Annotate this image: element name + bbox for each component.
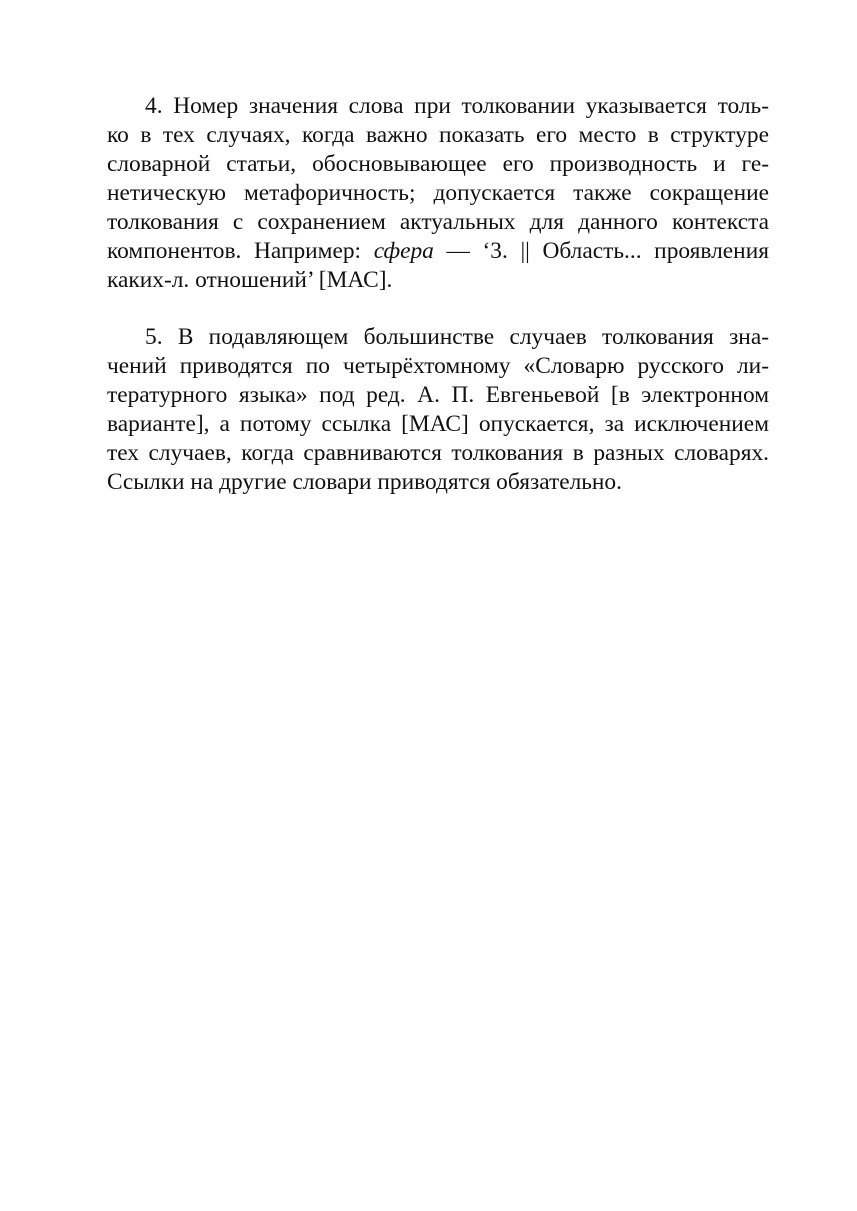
- paragraph-line: 5. В подавляющем большинстве случаев толкования зна-: [145, 324, 769, 350]
- line-text: — ‘3. || Область... проявления: [433, 238, 769, 264]
- example-word: сфера: [373, 238, 434, 264]
- document-page: [107, 92, 769, 497]
- paragraph-line: нетическую метафоричность; допускается также сокращение: [107, 180, 769, 206]
- paragraph-line: Ссылки на другие словари приводятся обязательно.: [107, 469, 622, 495]
- paragraph-line: каких-л. отношений’ [МАС].: [107, 267, 393, 293]
- paragraph-line: чений приводятся по четырёхтомному «Словарю русского ли-: [107, 353, 769, 379]
- paragraph-line: тех случаев, когда сравниваются толкования в разных словарях.: [107, 440, 769, 466]
- paragraph-line: варианте], а потому ссылка [МАС] опускается, за исключением: [107, 411, 769, 437]
- paragraph-line: тературного языка» под ред. А. П. Евгеньевой [в электронном: [107, 382, 769, 408]
- line-text: компонентов. Например:: [107, 238, 374, 264]
- paragraph-line: словарной статьи, обосновывающее его производность и ге-: [107, 151, 769, 177]
- paragraph-4: [107, 92, 769, 295]
- paragraph-line: ко в тех случаях, когда важно показать его место в структуре: [107, 122, 769, 148]
- paragraph-line: 4. Номер значения слова при толковании указывается толь-: [145, 93, 769, 119]
- paragraph-line: толкования с сохранением актуальных для данного контекста: [107, 209, 769, 235]
- paragraph-line-with-example: [107, 237, 769, 266]
- paragraph-5: [107, 323, 769, 497]
